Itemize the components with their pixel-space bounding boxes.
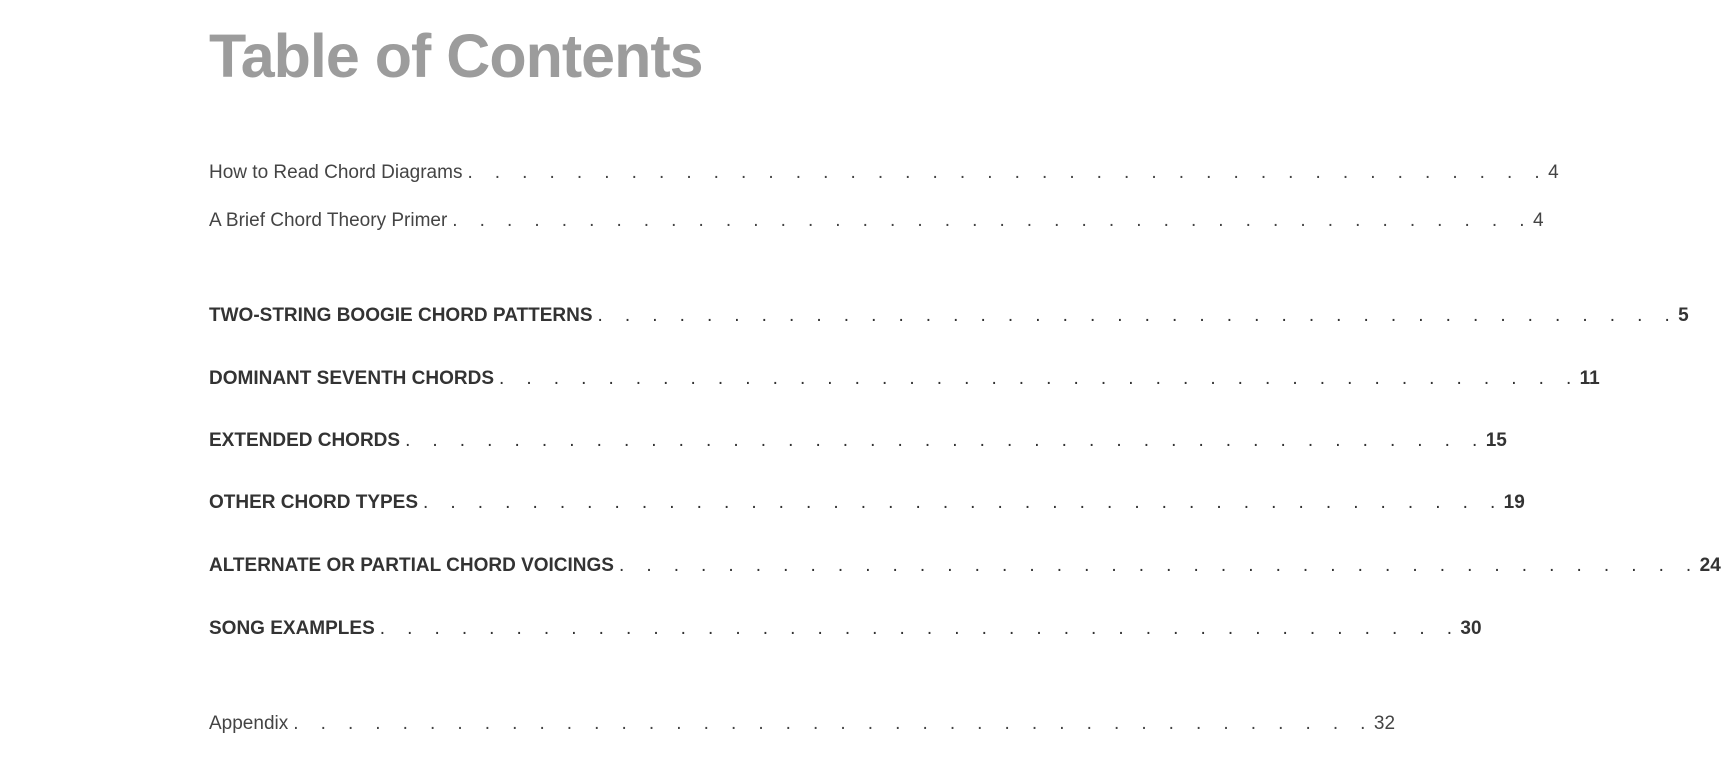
- toc-entry-label: Appendix: [209, 713, 289, 734]
- dot-leader: . . . . . . . . . . . . . . . . . . . . . . . . . . . . . . . . . . . . . . . .: [499, 368, 1580, 389]
- toc-entry-page-number: 32: [1373, 713, 1396, 734]
- toc-entry-label: SONG EXAMPLES: [209, 618, 375, 639]
- toc-entry-page-number: 30: [1460, 618, 1482, 639]
- toc-entry-brief-chord-theory-primer[interactable]: [209, 205, 1544, 237]
- toc-entry-page-number: 15: [1485, 430, 1507, 451]
- toc-entry-label: How to Read Chord Diagrams: [209, 162, 463, 183]
- toc-entry-page-number: 4: [1532, 210, 1544, 231]
- toc-entry-label: OTHER CHORD TYPES: [209, 492, 419, 513]
- toc-entry-label: EXTENDED CHORDS: [209, 430, 401, 451]
- toc-entry-page-number: 11: [1579, 368, 1600, 389]
- toc-entry-extended-chords[interactable]: [209, 425, 1507, 457]
- dot-leader: . . . . . . . . . . . . . . . . . . . . . . . . . . . . . . . . . . . . . . . .: [452, 210, 1533, 231]
- dot-leader: . . . . . . . . . . . . . . . . . . . . . . . . . . . . . . . . . . . . . . . .: [293, 713, 1374, 734]
- toc-entry-dominant-seventh-chords[interactable]: [209, 363, 1600, 395]
- toc-entry-two-string-boogie-chord-patterns[interactable]: [209, 300, 1689, 332]
- toc-entry-page-number: 4: [1548, 162, 1559, 183]
- toc-entry-alternate-or-partial-chord-voicings[interactable]: [209, 550, 1721, 582]
- dot-leader: . . . . . . . . . . . . . . . . . . . . . . . . . . . . . . . . . . . . . . . .: [618, 555, 1700, 576]
- toc-entry-how-to-read-chord-diagrams[interactable]: [209, 157, 1559, 189]
- dot-leader: . . . . . . . . . . . . . . . . . . . . . . . . . . . . . . . . . . . . . . . .: [405, 430, 1486, 451]
- page-title: Table of Contents: [209, 22, 703, 90]
- dot-leader: . . . . . . . . . . . . . . . . . . . . . . . . . . . . . . . . . . . . . . . .: [423, 492, 1504, 513]
- toc-entry-label: A Brief Chord Theory Primer: [209, 210, 448, 231]
- toc-entry-label: DOMINANT SEVENTH CHORDS: [209, 368, 495, 389]
- dot-leader: . . . . . . . . . . . . . . . . . . . . . . . . . . . . . . . . . . . . . . . .: [467, 162, 1549, 183]
- toc-entry-label: TWO-STRING BOOGIE CHORD PATTERNS: [209, 305, 593, 326]
- toc-entry-other-chord-types[interactable]: [209, 487, 1525, 519]
- toc-entry-label: ALTERNATE OR PARTIAL CHORD VOICINGS: [209, 555, 614, 576]
- toc-entry-page-number: 24: [1699, 555, 1721, 576]
- toc-entry-appendix[interactable]: [209, 708, 1396, 740]
- dot-leader: . . . . . . . . . . . . . . . . . . . . . . . . . . . . . . . . . . . . . . . .: [379, 618, 1461, 639]
- toc-entry-song-examples[interactable]: [209, 613, 1482, 645]
- toc-entry-page-number: 5: [1678, 305, 1689, 326]
- dot-leader: . . . . . . . . . . . . . . . . . . . . . . . . . . . . . . . . . . . . . . . .: [597, 305, 1679, 326]
- toc-entry-page-number: 19: [1503, 492, 1525, 513]
